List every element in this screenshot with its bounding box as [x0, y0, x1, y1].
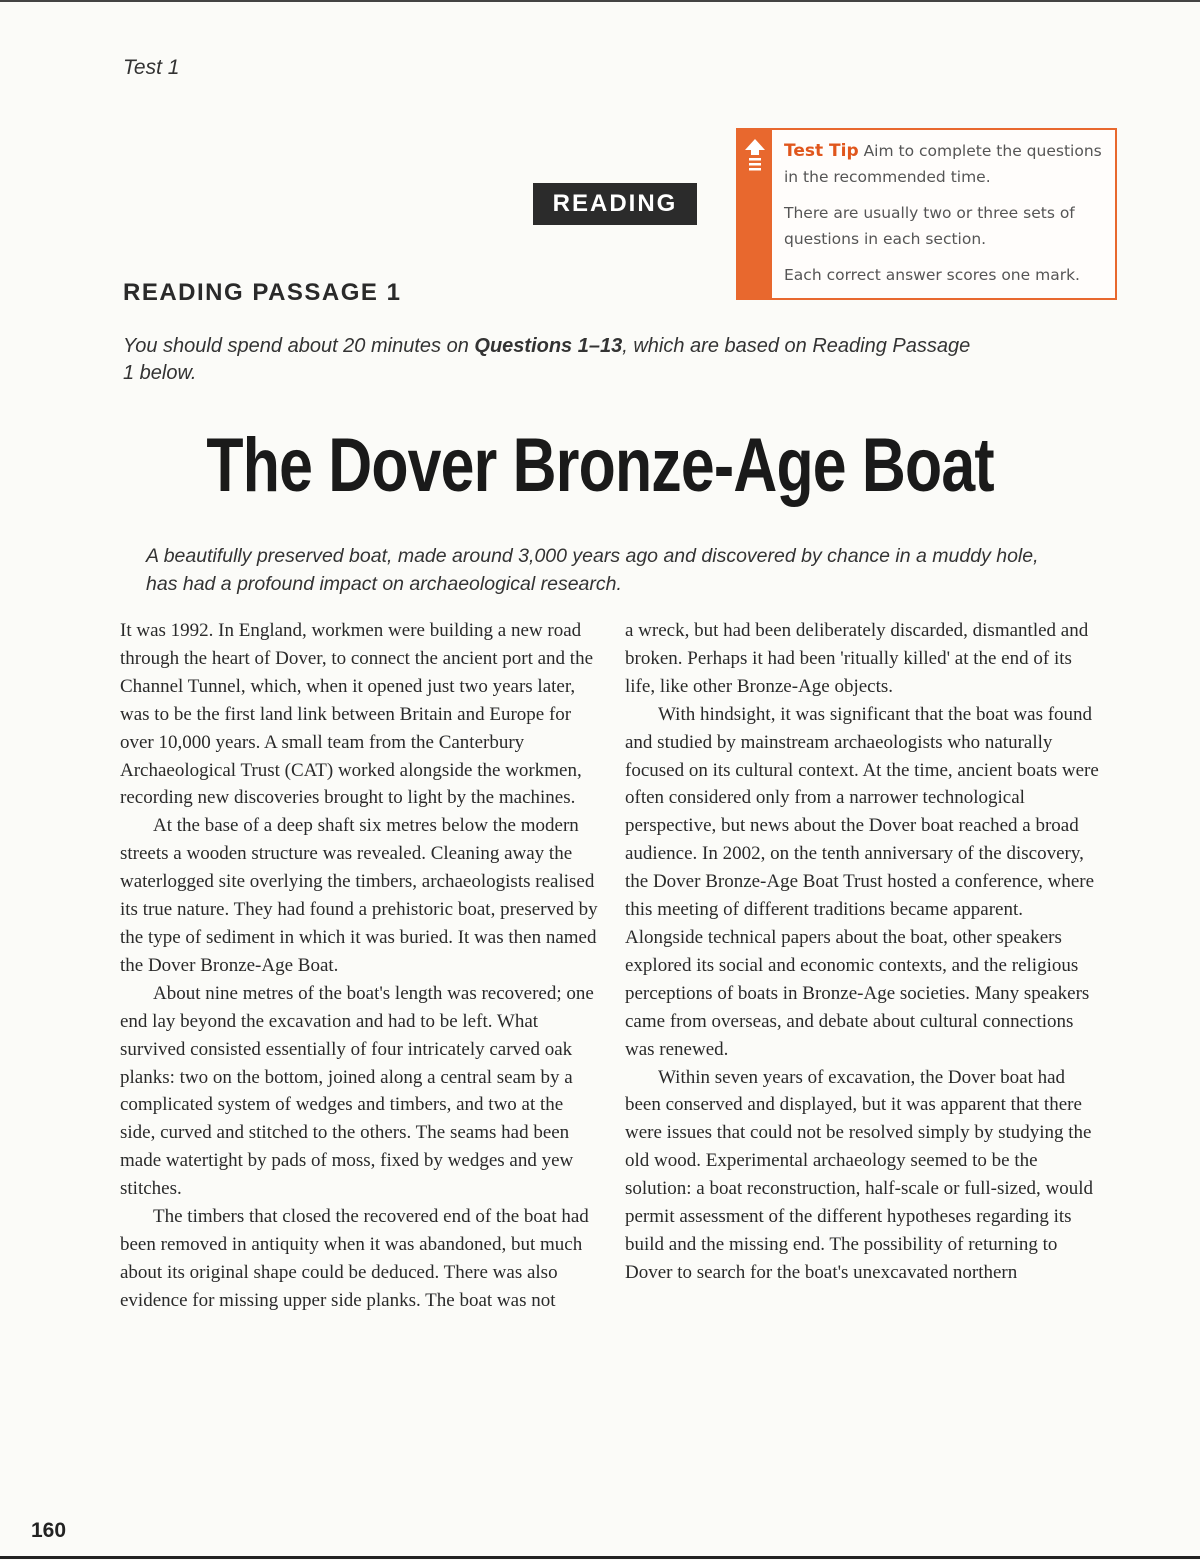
passage-label: READING PASSAGE 1: [123, 279, 402, 306]
instruction-prefix: You should spend about 20 minutes on: [123, 335, 475, 357]
right-column: [625, 617, 1103, 1287]
paragraph: It was 1992. In England, workmen were building a new road through the heart of Dover, to connect the ancient port and the Channel Tunnel, which, when it opened just two years later, was to be the first land link between Britain and Europe for over 10,000 years. A small team from the Canterbury Archaeological Trust (CAT) worked alongside the workmen, recording new discoveries brought to light by the machines.: [120, 620, 594, 809]
test-tip-bar: [738, 130, 772, 298]
test-tip-point: There are usually two or three sets of questions in each section.: [784, 204, 1075, 248]
page-number: 160: [31, 1519, 67, 1542]
section-label: READING: [533, 183, 697, 225]
test-tip-intro-text: Aim to complete the questions in the recommended time.: [784, 142, 1102, 186]
standfirst: A beautifully preserved boat, made around 3,000 years ago and discovered by chance in a muddy hole, has had a profound impact on archaeological research.: [146, 545, 1039, 595]
test-tip-intro: [784, 138, 1106, 190]
test-tip-box: [736, 128, 1117, 300]
paragraph: The timbers that closed the recovered end of the boat had been removed in antiquity when it was abandoned, but much about its original shape could be deduced. There was also evidence for missing upper side planks. The boat was not: [120, 1206, 589, 1311]
left-column: [120, 617, 598, 1315]
article-title: [0, 422, 1200, 509]
paragraph: About nine metres of the boat's length was recovered; one end lay beyond the excavation and had to be left. What survived consisted essentially of four intricately carved oak planks: two on the bottom, joined along a central seam by a complicated system of wedges and timbers, and two at the side, curved and stitched to the others. The seams had been made watertight by pads of moss, fixed by wedges and yew stitches.: [120, 982, 594, 1200]
test-tip-point: Each correct answer scores one mark.: [784, 266, 1080, 284]
bottom-rule: [0, 1556, 1200, 1559]
instruction: [123, 333, 983, 387]
paragraph: With hindsight, it was significant that the boat was found and studied by mainstream archaeologists who naturally focused on its cultural context. At the time, ancient boats were often considered only from a narrower technological perspective, but news about the Dover boat reached a broad audience. In 2002, on the tenth anniversary of the discovery, the Dover Bronze-Age Boat Trust hosted a conference, where this meeting of different traditions became apparent. Alongside technical papers about the boat, other speakers explored its social and economic contexts, and the religious perceptions of boats in Bronze-Age societies. Many speakers came from overseas, and debate about cultural connections was renewed.: [625, 703, 1099, 1060]
running-head: Test 1: [123, 56, 180, 79]
instruction-suffix: , which are based on Reading Passage 1 below.: [123, 335, 971, 384]
arrow-up-icon: [744, 138, 766, 172]
test-tip-title: Test Tip: [784, 141, 859, 161]
top-rule: [0, 0, 1200, 2]
paragraph: Within seven years of excavation, the Dover boat had been conserved and displayed, but it was apparent that there were issues that could not be resolved simply by studying the old wood. Experimental archaeology seemed to be the solution: a boat reconstruction, half-scale or full-sized, would permit assessment of the different hypotheses regarding its build and the missing end. The possibility of returning to Dover to search for the boat's unexcavated northern: [625, 1066, 1094, 1283]
test-tip-text: [784, 138, 1106, 298]
paragraph: At the base of a deep shaft six metres below the modern streets a wooden structure was revealed. Cleaning away the waterlogged site overlying the timbers, archaeologists realised its true nature. They had found a prehistoric boat, preserved by the type of sediment in which it was buried. It was then named the Dover Bronze-Age Boat.: [120, 815, 598, 976]
instruction-questions: Questions 1–13: [474, 335, 623, 357]
article-title-text: The Dover Bronze-Age Boat: [206, 423, 994, 508]
paragraph: a wreck, but had been deliberately discarded, dismantled and broken. Perhaps it had been 'ritually killed' at the end of its life, like other Bronze-Age objects.: [625, 620, 1089, 697]
